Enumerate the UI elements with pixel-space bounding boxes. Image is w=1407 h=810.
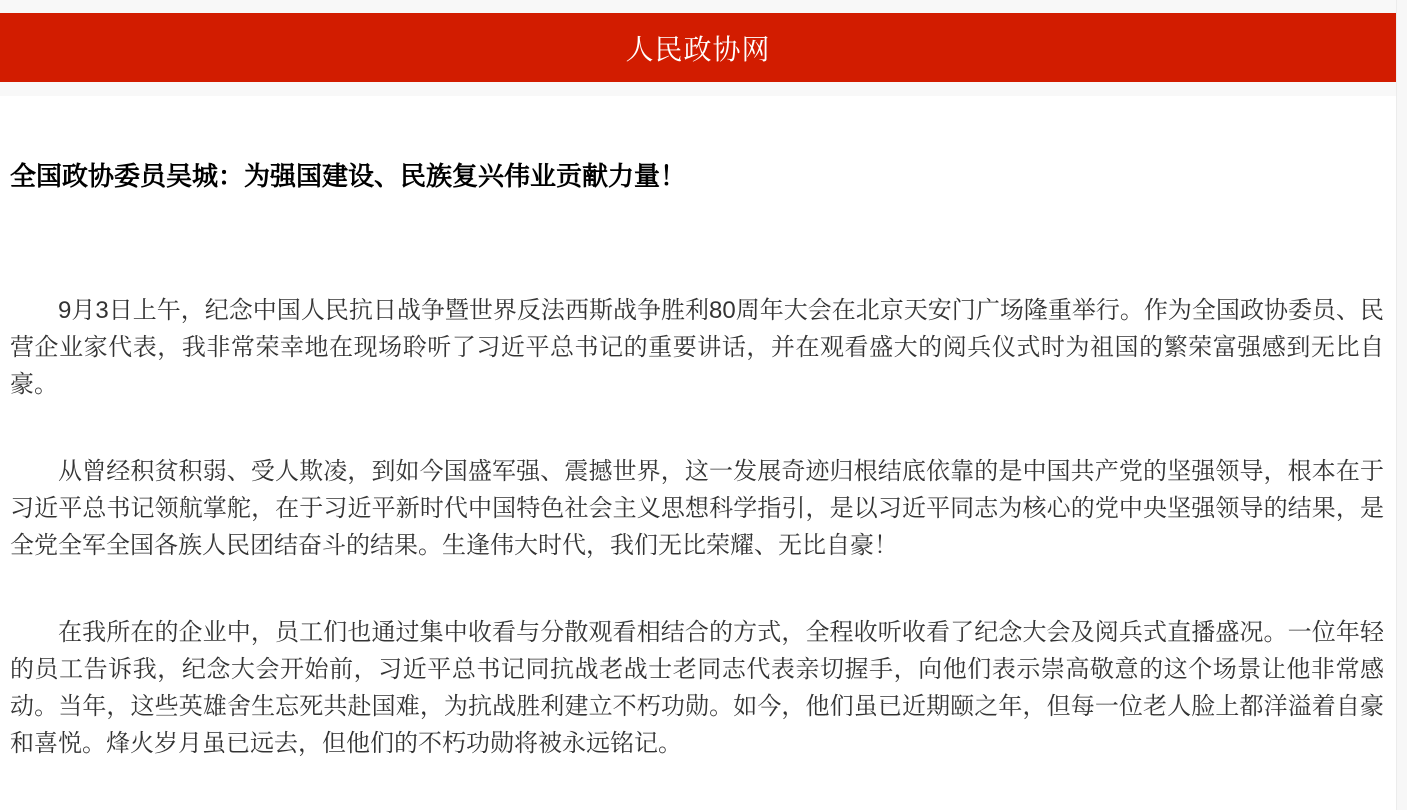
site-title[interactable]: 人民政协网 <box>625 33 771 65</box>
article-paragraph: 从曾经积贫积弱、受人欺凌，到如今国盛军强、震撼世界，这一发展奇迹归根结底依靠的是中国共产党的坚强领导，根本在于习近平总书记领航掌舵，在于习近平新时代中国特色社会主义思想科学指引，是以习近平同志为核心的党中央坚强领导的结果，是全党全军全国各族人民团结奋斗的结果。生逢伟大时代，我们无比荣耀、无比自豪！ <box>10 458 1384 559</box>
article-body <box>10 194 1384 762</box>
article-title: 全国政协委员吴城：为强国建设、民族复兴伟业贡献力量！ <box>10 161 687 191</box>
article-content <box>0 96 1396 810</box>
vertical-scrollbar[interactable] <box>1396 0 1407 810</box>
article-paragraph: 在我所在的企业中，员工们也通过集中收看与分散观看相结合的方式，全程收听收看了纪念大会及阅兵式直播盛况。一位年轻的员工告诉我，纪念大会开始前，习近平总书记同抗战老战士老同志代表亲切握手，向他们表示崇高敬意的这个场景让他非常感动。当年，这些英雄舍生忘死共赴国难，为抗战胜利建立不朽功勋。如今，他们虽已近期颐之年，但每一位老人脸上都洋溢着自豪和喜悦。烽火岁月虽已远去，但他们的不朽功勋将被永远铭记。 <box>10 619 1384 757</box>
site-header-banner <box>0 13 1396 82</box>
article-paragraph: 9月3日上午，纪念中国人民抗日战争暨世界反法西斯战争胜利80周年大会在北京天安门广场隆重举行。作为全国政协委员、民营企业家代表，我非常荣幸地在现场聆听了习近平总书记的重要讲话，并在观看盛大的阅兵仪式时为祖国的繁荣富强感到无比自豪。 <box>10 297 1384 398</box>
